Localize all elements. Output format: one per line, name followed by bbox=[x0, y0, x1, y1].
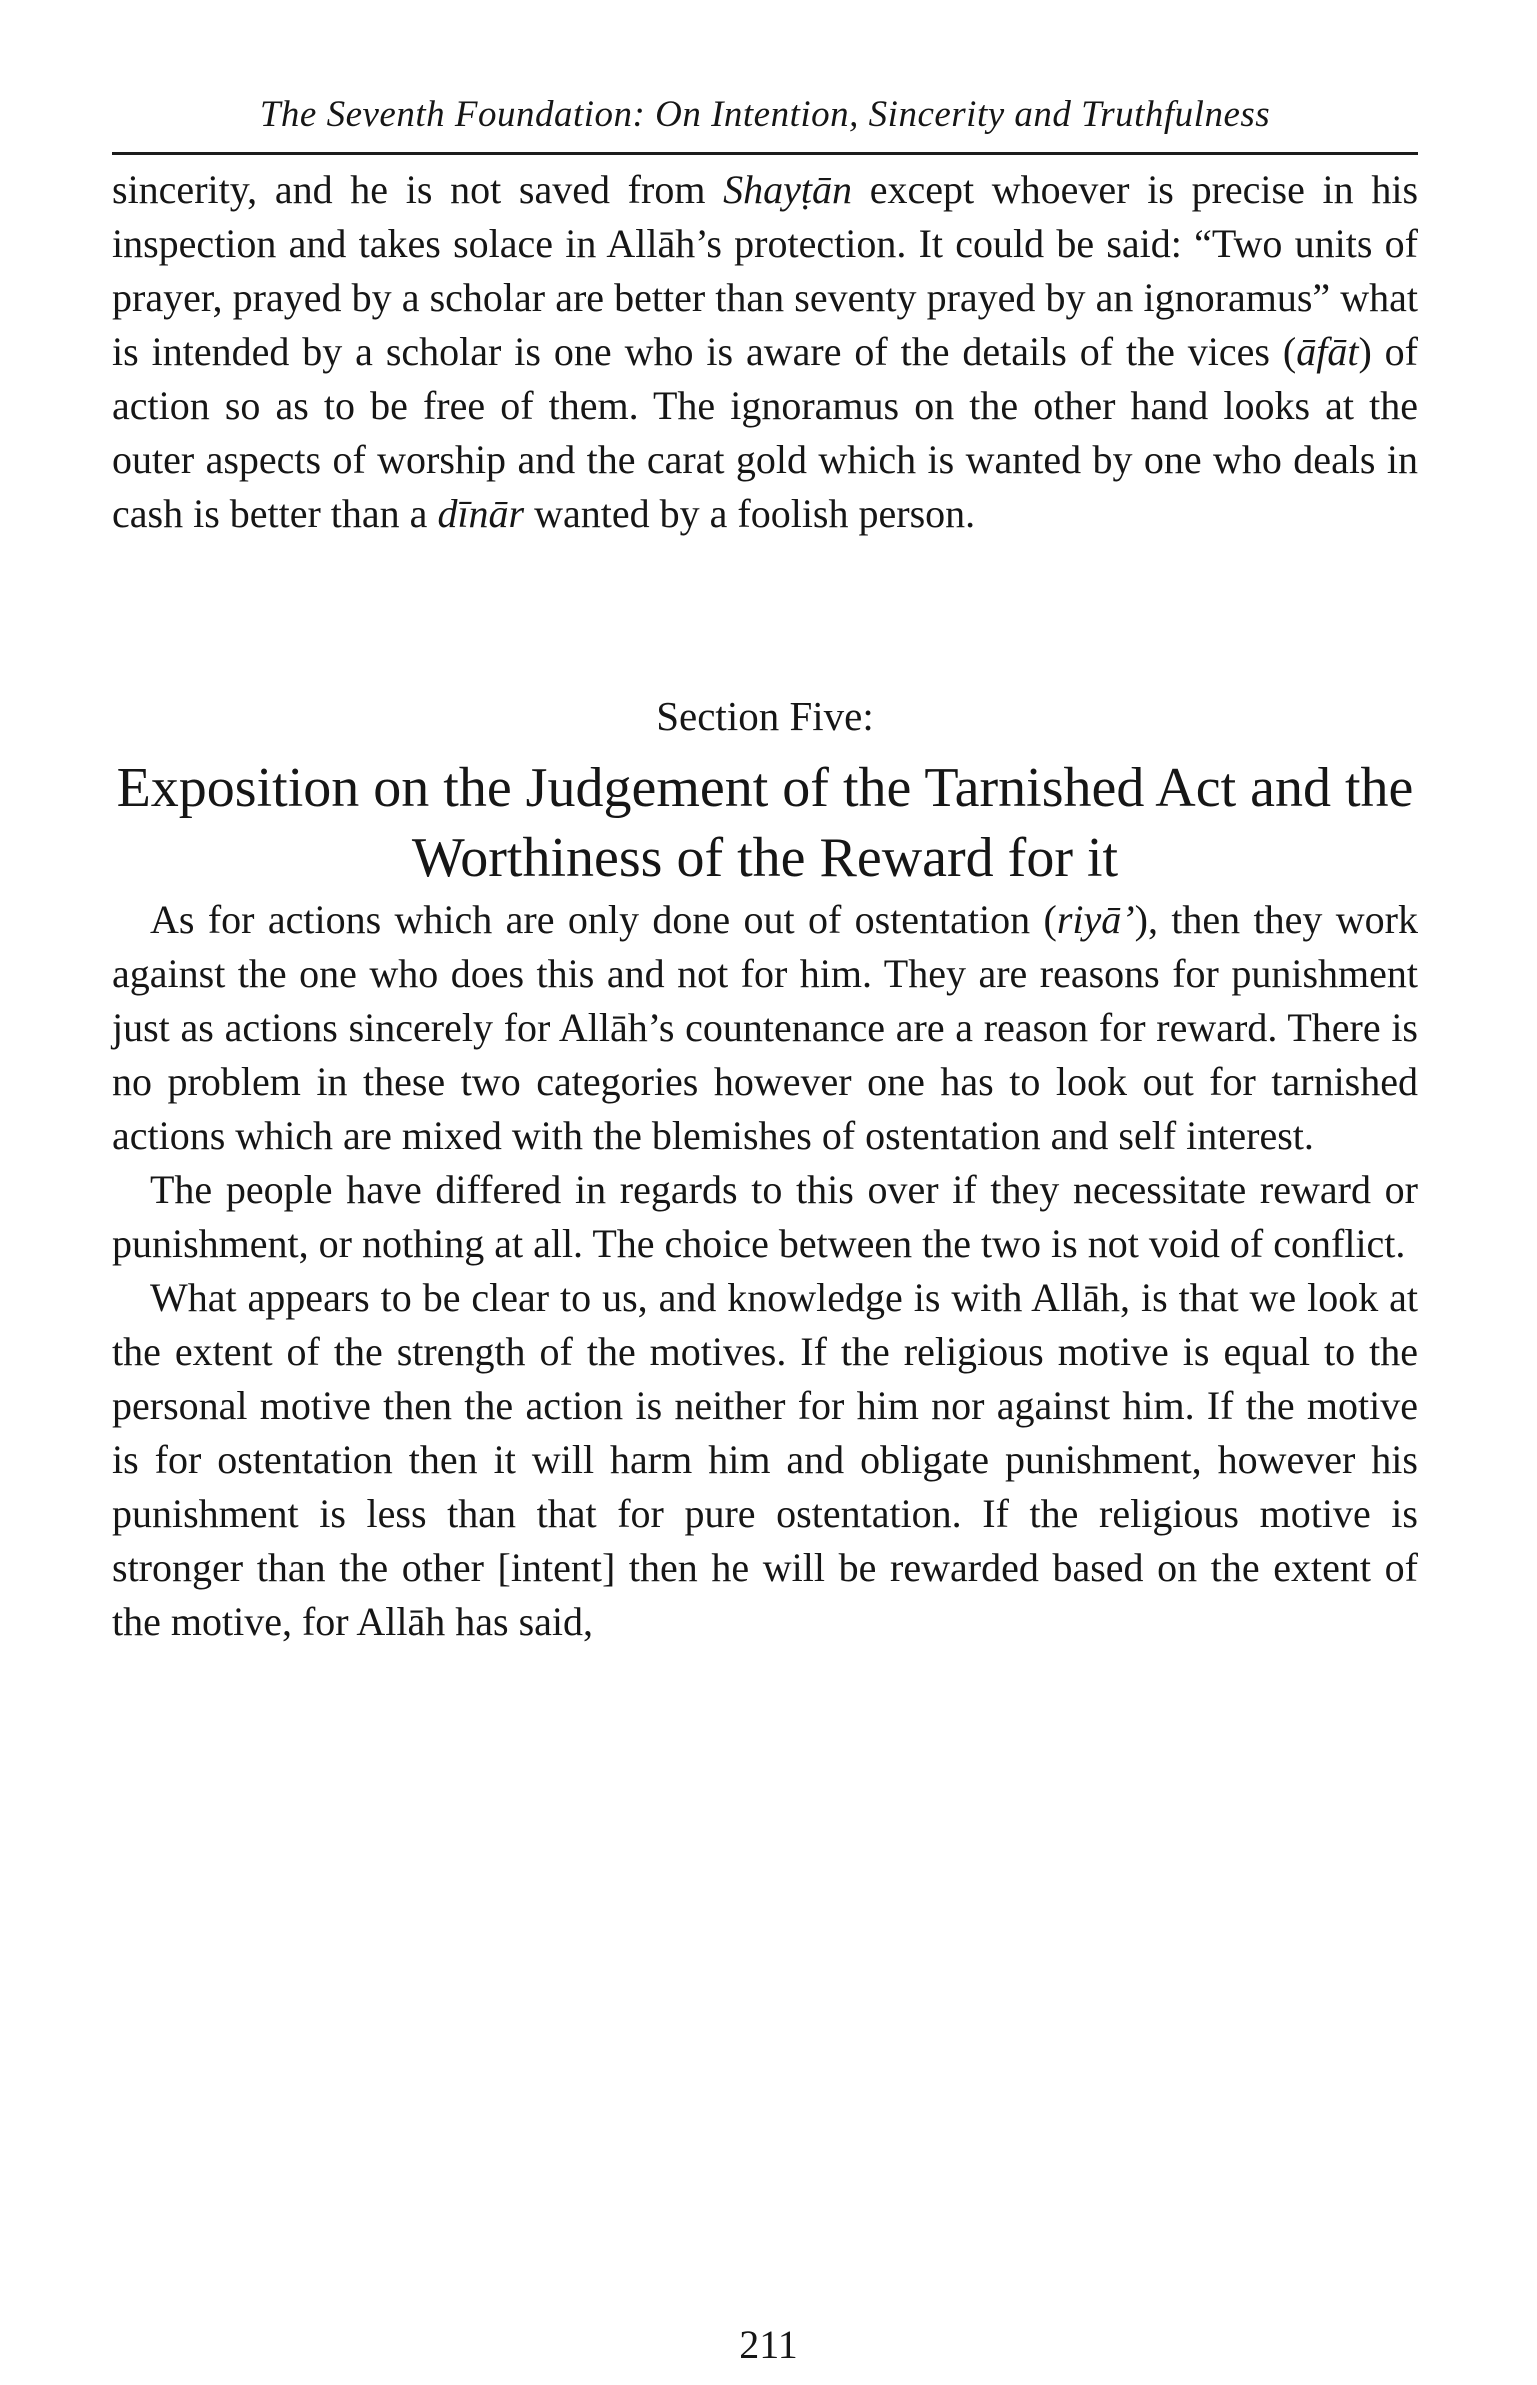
header-rule bbox=[112, 152, 1418, 155]
running-header: The Seventh Foundation: On Intention, Sincerity and Truthfulness bbox=[259, 94, 1271, 135]
section-title: Exposition on the Judgement of the Tarnished Act and the Worthiness of the Reward for it bbox=[116, 757, 1414, 889]
page-number: 211 bbox=[739, 2322, 798, 2367]
body-paragraph: sincerity, and he is not saved from Shayṭān except whoever is precise in his inspection and takes solace in Allāh’s protection. It could be said: “Two units of prayer, prayed by a scholar are better than seventy prayed by an ignoramus” what is intended by a scholar is one who is aware of the details of the vices (āfāt) of action so as to be free of them. The ignoramus on the other hand looks at the outer aspects of worship and the carat gold which is wanted by one who deals in cash is better than a dīnār wanted by a foolish person. bbox=[112, 167, 1419, 536]
text-block bbox=[112, 0, 1418, 1649]
body-paragraph: As for actions which are only done out of ostentation (riyā’), then they work against the one who does this and not for him. They are reasons for punishment just as actions sincerely for Allāh’s countenance are a reason for reward. There is no problem in these two categories however one has to look out for tarnished actions which are mixed with the blemishes of ostentation and self interest. bbox=[112, 897, 1419, 1158]
section-label: Section Five: bbox=[656, 693, 874, 739]
body-paragraph: The people have differed in regards to this over if they necessitate reward or punishment, or nothing at all. The choice between the two is not void of conflict. bbox=[112, 1167, 1418, 1266]
body-paragraph: What appears to be clear to us, and knowledge is with Allāh, is that we look at the extent of the strength of the motives. If the religious motive is equal to the personal motive then the action is neither for him nor against him. If the motive is for ostentation then it will harm him and obligate punishment, however his punishment is less than that for pure ostentation. If the religious motive is stronger than the other [intent] then he will be rewarded based on the extent of the motive, for Allāh has said, bbox=[112, 1275, 1418, 1644]
